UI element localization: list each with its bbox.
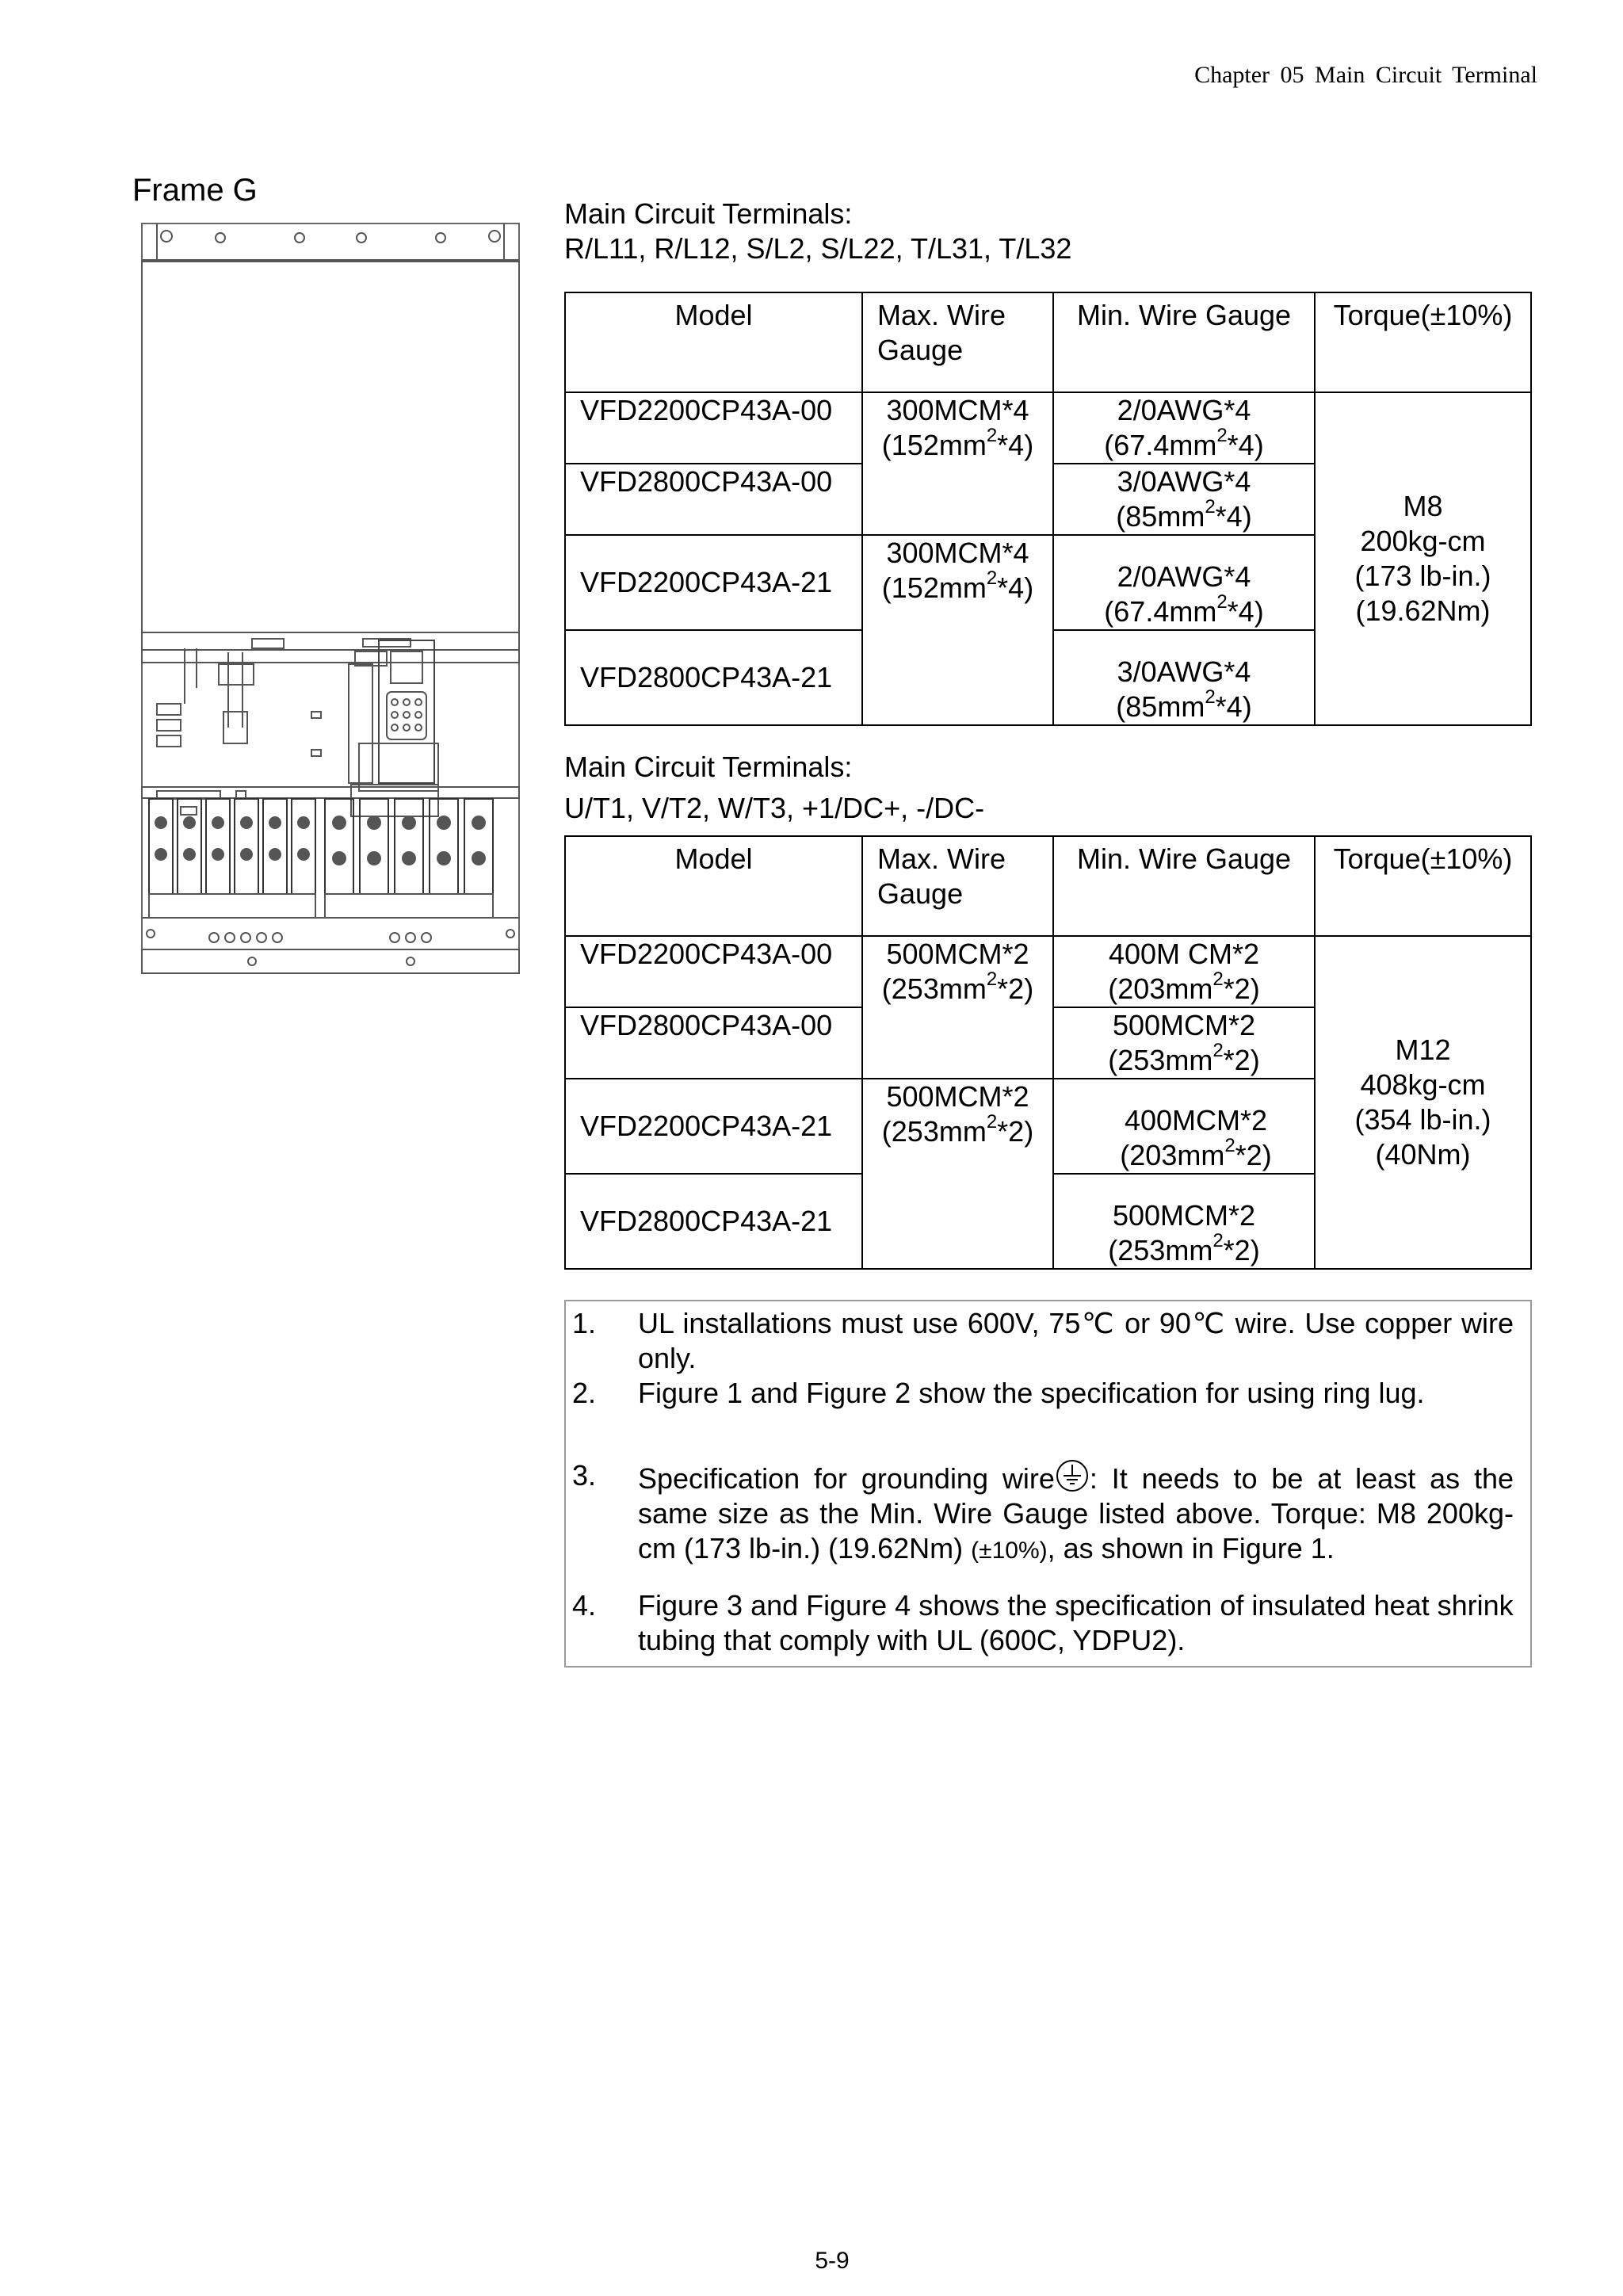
torque-cell: M8 200kg-cm (173 lb-in.) (19.62Nm) xyxy=(1315,392,1531,725)
header-max-gauge: Max. Wire Gauge xyxy=(862,292,1053,392)
model-cell: VFD2200CP43A-21 xyxy=(565,1079,862,1174)
header-min-gauge: Min. Wire Gauge xyxy=(1053,836,1315,936)
section2-title-line1: Main Circuit Terminals: xyxy=(564,751,853,783)
min-gauge-cell: 400MCM*2 $(203mm^2*2)$ xyxy=(1053,1079,1315,1174)
torque-cell: M12 408kg-cm (354 lb-in.) (40Nm) xyxy=(1315,936,1531,1269)
min-gauge-cell: 3/0AWG*4 $(85mm^2*4)$ xyxy=(1053,464,1315,535)
header-max-gauge: Max. Wire Gauge xyxy=(862,836,1053,936)
ground-icon xyxy=(1055,1458,1090,1493)
table-row xyxy=(565,936,1531,1007)
model-cell: VFD2200CP43A-00 xyxy=(565,392,862,464)
table-header-row xyxy=(565,292,1531,392)
header-min-gauge: Min. Wire Gauge xyxy=(1053,292,1315,392)
min-gauge-cell: 2/0AWG*4 $(67.4mm^2*4)$ xyxy=(1053,392,1315,464)
min-gauge-cell: 400M CM*2 $(203mm^2*2)$ xyxy=(1053,936,1315,1007)
header-model: Model xyxy=(565,836,862,936)
header-model: Model xyxy=(565,292,862,392)
max-gauge-cell: 500MCM*2 $(253mm^2*2)$ xyxy=(862,1079,1053,1269)
frame-title: Frame G xyxy=(132,173,258,208)
chapter-header: Chapter 05 Main Circuit Terminal xyxy=(1194,62,1537,88)
model-cell: VFD2800CP43A-00 xyxy=(565,464,862,535)
max-gauge-cell: 300MCM*4 $(152mm^2*4)$ xyxy=(862,535,1053,725)
min-gauge-cell: 500MCM*2 $(253mm^2*2)$ xyxy=(1053,1174,1315,1269)
model-cell: VFD2200CP43A-21 xyxy=(565,535,862,630)
max-gauge-cell: 500MCM*2 $(253mm^2*2)$ xyxy=(862,936,1053,1079)
max-gauge-cell: 300MCM*4 $(152mm^2*4)$ xyxy=(862,392,1053,535)
frame-g-drawing xyxy=(141,220,520,975)
notes-box: 1. UL installations must use 600V, 75℃ or 90℃ wire. Use copper wire only. 2. Figure 1 and Figure 2 show the specification for using ring lug. 3. Specification for grounding wire : It needs to be at least as the same size as the Min. Wire Gauge listed above. Torque: M8 200kg-cm (173 lb-in.) (19.62Nm) (±10%), as shown in Figure 1. 4. Figure 3 and Figure 4 shows the specification of insulated heat shrink tubing that comply with UL (600C, YDPU2). xyxy=(564,1300,1532,1668)
section1-table xyxy=(564,292,1532,726)
model-cell: VFD2200CP43A-00 xyxy=(565,936,862,1007)
header-torque: Torque(±10%) xyxy=(1315,836,1531,936)
table-row xyxy=(565,392,1531,464)
page-number: 5-9 xyxy=(815,2248,850,2274)
section2-title-line2: U/T1, V/T2, W/T3, +1/DC+, -/DC- xyxy=(564,792,985,824)
section1-title-line2: R/L11, R/L12, S/L2, S/L22, T/L31, T/L32 xyxy=(564,232,1072,265)
section1-title-line1: Main Circuit Terminals: xyxy=(564,197,853,230)
model-cell: VFD2800CP43A-21 xyxy=(565,1174,862,1269)
min-gauge-cell: 500MCM*2 $(253mm^2*2)$ xyxy=(1053,1007,1315,1079)
model-cell: VFD2800CP43A-00 xyxy=(565,1007,862,1079)
header-torque: Torque(±10%) xyxy=(1315,292,1531,392)
min-gauge-cell: 2/0AWG*4 $(67.4mm^2*4)$ xyxy=(1053,535,1315,630)
min-gauge-cell: 3/0AWG*4 $(85mm^2*4)$ xyxy=(1053,630,1315,725)
model-cell: VFD2800CP43A-21 xyxy=(565,630,862,725)
section2-table xyxy=(564,835,1532,1270)
table-header-row xyxy=(565,836,1531,936)
